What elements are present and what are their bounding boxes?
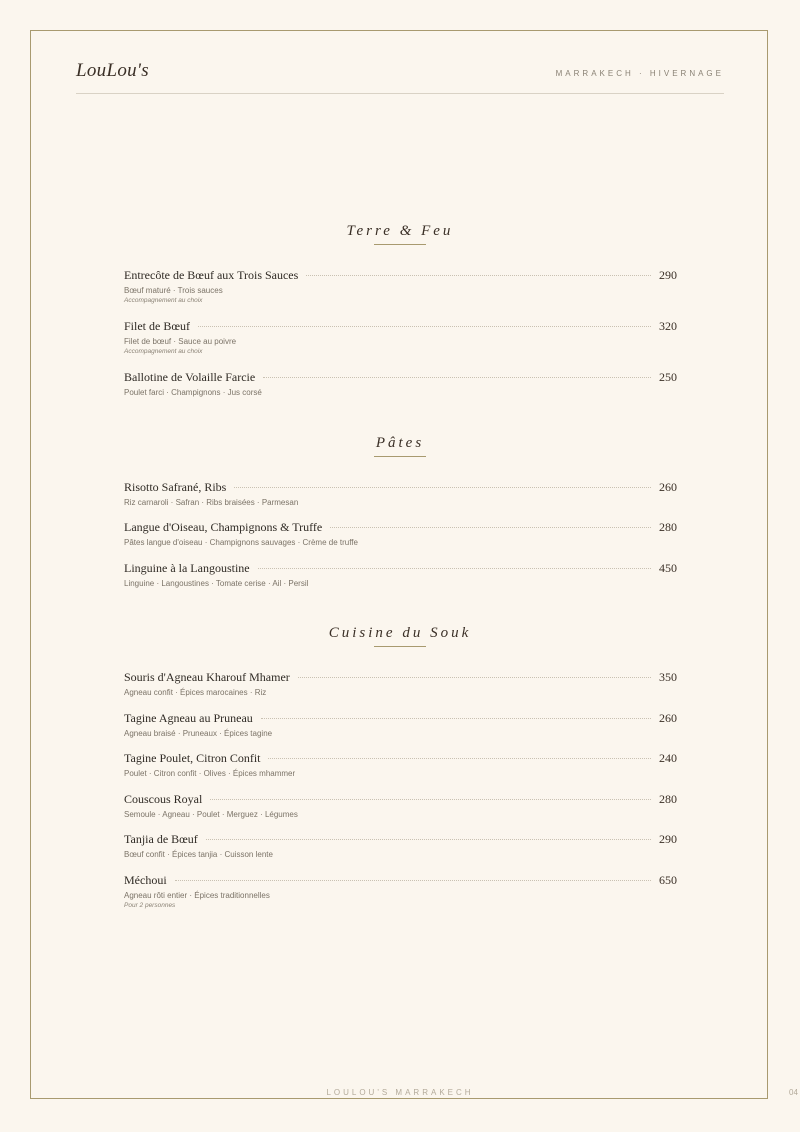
item-name: Souris d'Agneau Kharouf Mhamer <box>124 670 290 684</box>
section-title-cuisine-du-souk: Cuisine du Souk <box>328 625 472 641</box>
item-description: Agneau rôti entier · Épices traditionnelles <box>124 891 270 900</box>
dot-leader <box>330 527 651 528</box>
dot-leader <box>210 799 651 800</box>
item-description: Pâtes langue d'oiseau · Champignons sauvages · Crème de truffe <box>124 538 358 547</box>
menu-item <box>124 480 677 507</box>
item-name: Risotto Safrané, Ribs <box>124 480 227 494</box>
item-price: 240 <box>659 751 677 765</box>
item-name: Couscous Royal <box>124 792 203 806</box>
item-note: Accompagnement au choix <box>124 348 203 355</box>
dot-leader <box>198 326 651 327</box>
item-price: 260 <box>659 711 677 725</box>
menu-item <box>124 520 677 547</box>
location-label: MARRAKECH · HIVERNAGE <box>555 69 724 78</box>
item-description: Linguine · Langoustines · Tomate cerise · Ail · Persil <box>124 579 309 588</box>
item-name: Tagine Agneau au Pruneau <box>124 711 253 725</box>
dot-leader <box>298 677 651 678</box>
item-description: Bœuf confit · Épices tanjia · Cuisson lente <box>124 850 273 859</box>
item-name: Entrecôte de Bœuf aux Trois Sauces <box>124 268 299 282</box>
item-name: Ballotine de Volaille Farcie <box>124 370 256 384</box>
item-name: Tagine Poulet, Citron Confit <box>124 751 261 765</box>
item-price: 260 <box>659 480 677 494</box>
dot-leader <box>261 718 651 719</box>
dot-leader <box>206 839 651 840</box>
item-description: Bœuf maturé · Trois sauces <box>124 286 223 295</box>
item-price: 290 <box>659 268 677 282</box>
item-price: 280 <box>659 520 677 534</box>
item-price: 250 <box>659 370 677 384</box>
item-name: Tanjia de Bœuf <box>124 832 198 846</box>
item-name: Linguine à la Langoustine <box>124 561 250 575</box>
menu-item <box>124 370 677 397</box>
item-description: Poulet farci · Champignons · Jus corsé <box>124 388 262 397</box>
item-price: 290 <box>659 832 677 846</box>
dot-leader <box>258 568 651 569</box>
dot-leader <box>234 487 651 488</box>
dot-leader <box>175 880 651 881</box>
footer-text: LOULOU'S MARRAKECH <box>326 1088 474 1097</box>
item-price: 350 <box>659 670 677 684</box>
menu-item <box>124 711 677 738</box>
item-description: Semoule · Agneau · Poulet · Merguez · Légumes <box>124 810 298 819</box>
menu-item <box>124 670 677 697</box>
menu-item <box>124 319 677 355</box>
section-rule <box>374 244 426 245</box>
section-title-pates: Pâtes <box>375 435 425 451</box>
item-name: Méchoui <box>124 873 167 887</box>
menu-item <box>124 561 677 588</box>
item-price: 280 <box>659 792 677 806</box>
brand-name: LouLou's <box>76 60 149 81</box>
dot-leader <box>263 377 651 378</box>
item-description: Poulet · Citron confit · Olives · Épices mhammer <box>124 769 296 778</box>
item-description: Filet de bœuf · Sauce au poivre <box>124 337 237 346</box>
item-price: 320 <box>659 319 677 333</box>
menu-item <box>124 751 677 778</box>
item-note: Pour 2 personnes <box>124 902 176 909</box>
item-name: Langue d'Oiseau, Champignons & Truffe <box>124 520 323 534</box>
menu-item <box>124 268 677 304</box>
page-number: 04 <box>789 1088 798 1097</box>
item-note: Accompagnement au choix <box>124 297 203 304</box>
item-description: Agneau braisé · Pruneaux · Épices tagine <box>124 729 273 738</box>
item-description: Riz carnaroli · Safran · Ribs braisées · Parmesan <box>124 498 299 507</box>
menu-item <box>124 792 677 819</box>
section-title-terre-feu: Terre & Feu <box>346 223 454 239</box>
section-rule <box>374 646 426 647</box>
dot-leader <box>268 758 651 759</box>
page-header <box>76 60 724 94</box>
dot-leader <box>306 275 651 276</box>
item-price: 650 <box>659 873 677 887</box>
menu-item <box>124 832 677 859</box>
item-price: 450 <box>659 561 677 575</box>
section-rule <box>374 456 426 457</box>
item-description: Agneau confit · Épices marocaines · Riz <box>124 688 267 697</box>
menu-item <box>124 873 677 909</box>
item-name: Filet de Bœuf <box>124 319 190 333</box>
